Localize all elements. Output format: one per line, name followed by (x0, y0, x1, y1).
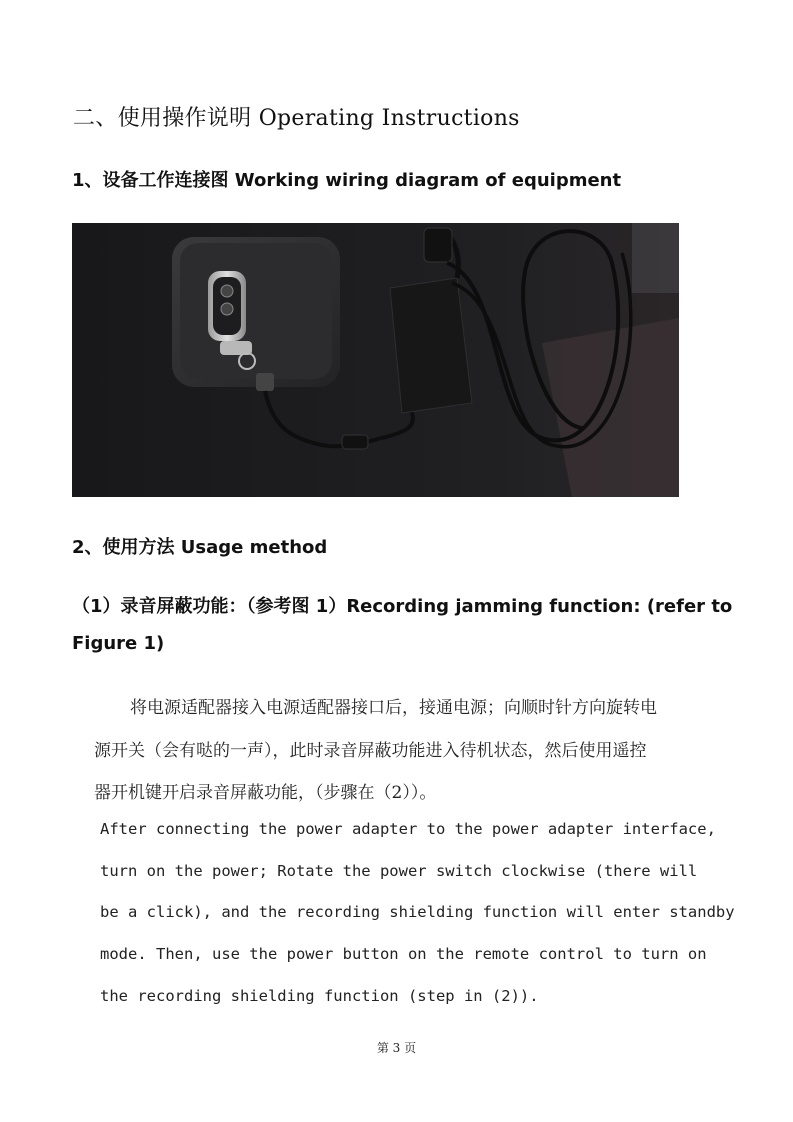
page-number: 第 3 页 (376, 1041, 417, 1055)
subsection-heading-recording-jamming: （1）录音屏蔽功能：（参考图 1）Recording jamming function: (refer to (72, 596, 733, 617)
subsection-heading-continued: Figure 1) (72, 633, 165, 654)
english-paragraph-line: mode. Then, use the power button on the remote control to turn on (100, 945, 707, 963)
wiring-diagram-photo (72, 223, 679, 497)
english-paragraph-line: turn on the power; Rotate the power switch clockwise (there will (100, 862, 698, 880)
english-paragraph-line: After connecting the power adapter to the power adapter interface, (100, 820, 716, 838)
english-paragraph-line: be a click), and the recording shielding function will enter standby (100, 903, 735, 921)
chinese-paragraph-line: 源开关（会有哒的一声），此时录音屏蔽功能进入待机状态，然后使用遥控 (94, 741, 647, 761)
page-heading: 二、使用操作说明 Operating Instructions (73, 106, 520, 131)
section-heading-wiring: 1、设备工作连接图 Working wiring diagram of equipment (72, 170, 622, 191)
chinese-paragraph-line: 将电源适配器接入电源适配器接口后，接通电源；向顺时针方向旋转电 (130, 698, 657, 718)
english-paragraph-line: the recording shielding function (step in (2)). (100, 987, 539, 1005)
equipment-photo-illustration (72, 223, 679, 497)
chinese-paragraph-line: 器开机键开启录音屏蔽功能，（步骤在（2））。 (94, 783, 437, 803)
section-heading-usage: 2、使用方法 Usage method (72, 537, 328, 558)
